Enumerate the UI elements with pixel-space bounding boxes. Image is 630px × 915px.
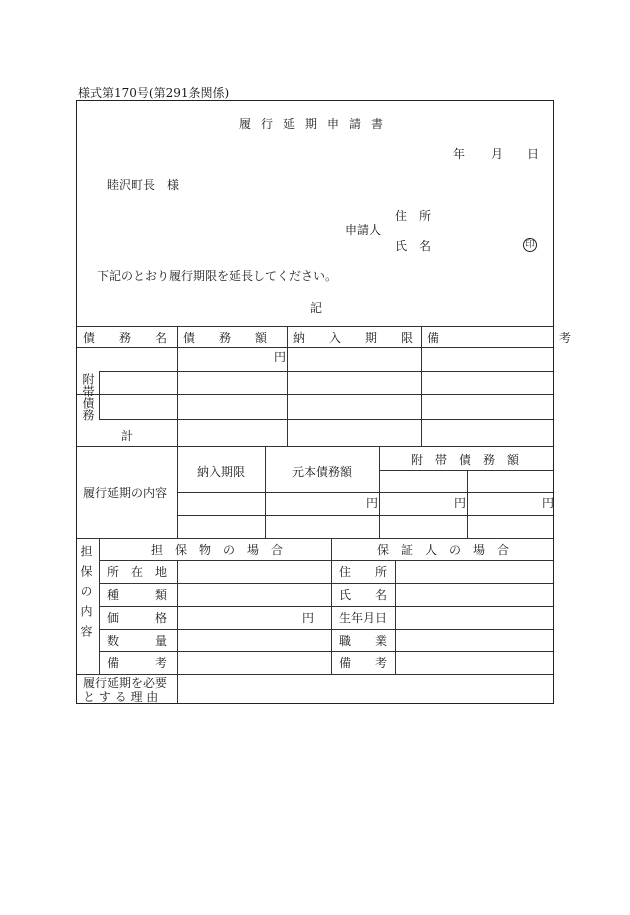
- form-number: 様式第170号(第291条関係): [78, 86, 230, 100]
- header-debt-name: 債 務 名: [83, 331, 168, 345]
- applicant-address-label: 住 所: [395, 209, 432, 223]
- ki-label: 記: [310, 301, 323, 315]
- guarantor-remarks: 備 考: [339, 656, 388, 670]
- property-header: 担 保 物 の 場 合: [151, 543, 284, 557]
- reason-label-line1: 履行延期を必要: [83, 676, 168, 690]
- guarantor-name: 氏 名: [339, 588, 388, 602]
- accessory-yen-1: 円: [454, 496, 467, 510]
- guarantor-birthdate: 生年月日: [339, 611, 388, 625]
- request-text: 下記のとおり履行期限を延長してください。: [97, 269, 338, 283]
- form-title: 履行延期申請書: [239, 117, 394, 131]
- addressee: 睦沢町長 様: [107, 178, 180, 192]
- accessory-yen-2: 円: [542, 496, 555, 510]
- extension-principal-header: 元本債務額: [292, 465, 353, 479]
- property-price-yen: 円: [302, 611, 315, 625]
- collateral-label: 担保の内容: [79, 545, 93, 645]
- date-day: 日: [527, 147, 540, 161]
- debt-amount-yen: 円: [274, 350, 287, 364]
- date-year: 年: [453, 147, 466, 161]
- header-debt-amount: 債 務 額: [183, 331, 268, 345]
- property-location: 所 在 地: [107, 565, 168, 579]
- applicant-name-label: 氏 名: [395, 239, 432, 253]
- date-month: 月: [491, 147, 504, 161]
- guarantor-occupation: 職 業: [339, 634, 388, 648]
- property-price: 価 格: [107, 611, 168, 625]
- property-quantity: 数 量: [107, 634, 168, 648]
- application-form: [76, 100, 572, 704]
- header-remarks: 備 考: [427, 331, 572, 345]
- extension-due-header: 納入期限: [197, 465, 246, 479]
- property-remarks: 備 考: [107, 656, 168, 670]
- total-label: 計: [121, 429, 134, 443]
- principal-yen: 円: [366, 496, 379, 510]
- header-due-date: 納 入 期 限: [293, 331, 414, 345]
- extension-label: 履行延期の内容: [83, 486, 168, 500]
- guarantor-address: 住 所: [339, 565, 388, 579]
- seal-mark: 印: [523, 238, 537, 252]
- reason-label-line2: と す る 理 由: [83, 690, 159, 704]
- extension-accessory-header: 附 帯 債 務 額: [411, 453, 520, 467]
- applicant-label: 申請人: [345, 223, 382, 237]
- accessory-debt-label: 附帯債務: [81, 373, 95, 421]
- property-type: 種 類: [107, 588, 168, 602]
- guarantor-header: 保 証 人 の 場 合: [377, 543, 510, 557]
